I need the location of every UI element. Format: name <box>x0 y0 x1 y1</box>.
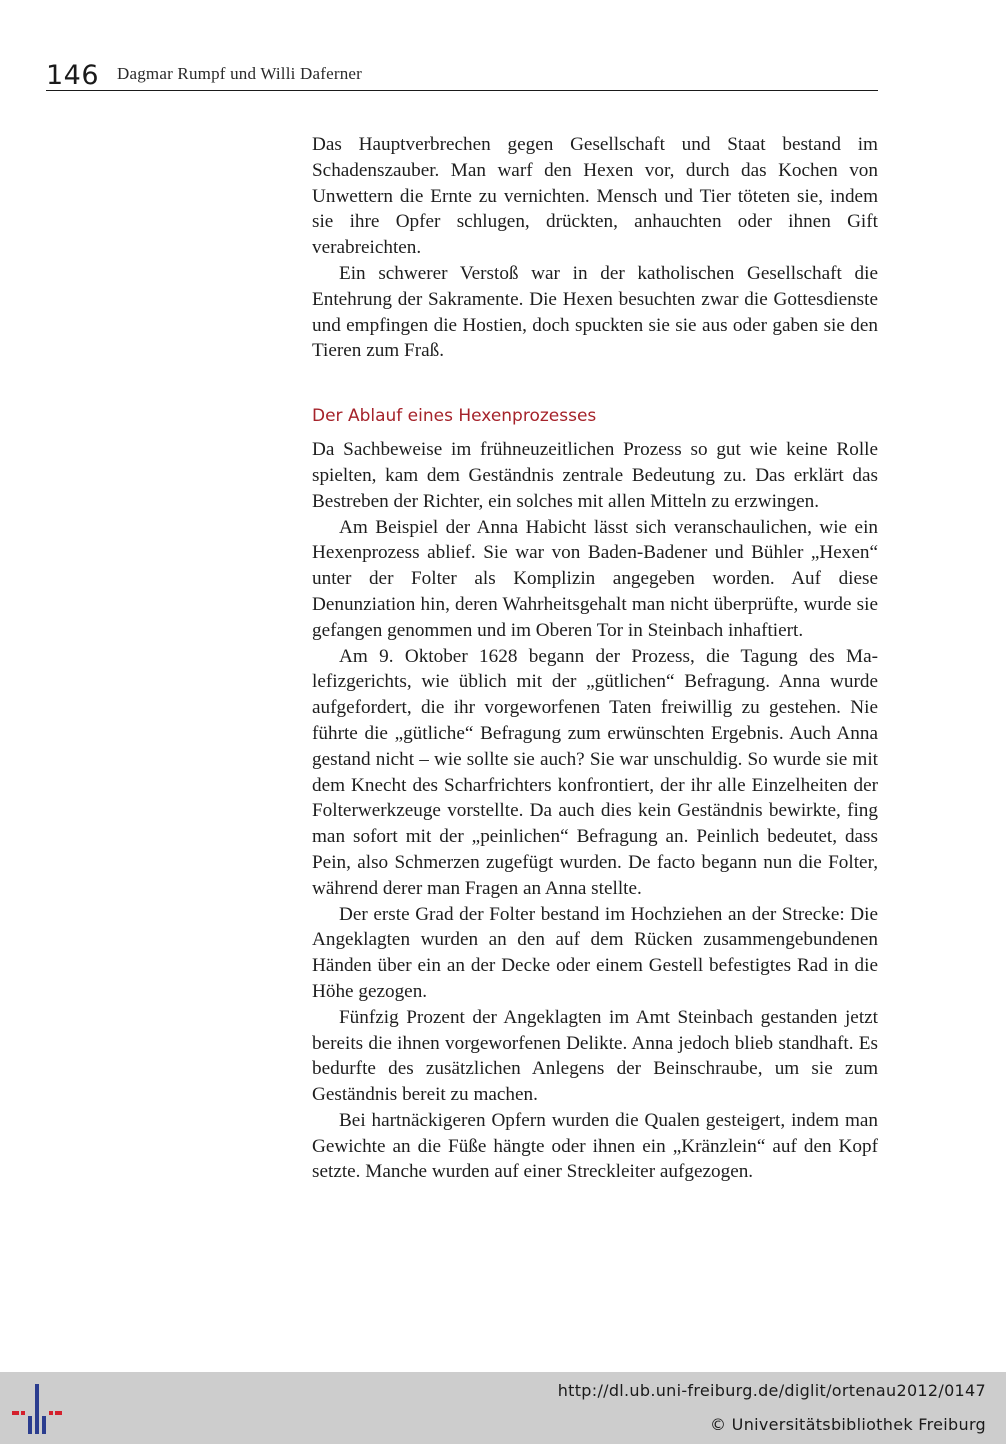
paragraph: Der erste Grad der Folter bestand im Hochziehen an der Strecke: Die Angeklagten wurden an den auf dem Rücken zusammengebundenen Händen über ein an der Decke oder einem Gestell befestigtes Rad in die Höhe gezogen. <box>312 903 878 1002</box>
source-url-link[interactable]: http://dl.ub.uni-freiburg.de/diglit/ortenau2012/0147 <box>557 1381 986 1400</box>
footer-bar <box>0 1372 1006 1444</box>
page-number: 146 <box>46 60 100 91</box>
ub-freiburg-logo-icon <box>12 1384 62 1434</box>
paragraph: Bei hartnäckigeren Opfern wurden die Qualen gesteigert, indem man Gewichte an die Füße hängte oder ihnen ein „Kränzlein“ auf den Kopf setzte. Manche wurden auf einer Streckleiter aufgezogen. <box>312 1109 878 1183</box>
section-heading: Der Ablauf eines Hexenprozesses <box>312 406 597 427</box>
paragraph: Ein schwerer Verstoß war in der katholischen Gesellschaft die Entehrung der Sakramente. Die Hexen besuchten zwar die Gottesdienste und empfingen die Hostien, doch spuckten sie sie aus oder gaben sie den Tieren zum Fraß. <box>312 262 878 362</box>
paragraph: Das Hauptverbrechen gegen Gesellschaft und Staat bestand im Schadenszauber. Man warf den Hexen vor, durch das Kochen von Unwettern die Ernte zu vernichten. Mensch und Tier töteten sie, indem sie ihre Opfer schlugen, drückten, anhauchten oder ihnen Gift verabreichten. <box>312 134 878 259</box>
paragraph: Fünfzig Prozent der Angeklagten im Amt Steinbach gestanden jetzt bereits die ihnen vorgeworfenen Delikte. Anna jedoch blieb standhaft. Es bedurfte des zusätzlichen Anlegens der Beinschraube, um sie zum Geständnis bereit zu machen. <box>312 1006 878 1106</box>
paragraph: Da Sachbeweise im frühneuzeitlichen Prozess so gut wie keine Rolle spielten, kam dem Geständnis zentrale Bedeutung zu. Das erklärt das Bestreben der Richter, ein solches mit allen Mitteln zu erzwingen. <box>312 439 878 512</box>
paragraph: Am 9. Oktober 1628 begann der Prozess, die Tagung des Malefizgerichts, wie üblich mit der „gütlichen“ Befragung. Anna wurde aufgefordert, die ihr vorgeworfenen Taten freiwillig zu gestehen. Nie führte die „gütliche“ Befragung zum erwünschten Ergebnis. Auch Anna gestand nicht – wie sollte sie auch? Sie war unschuldig. So wurde sie mit dem Knecht des Scharfrichters konfrontiert, der ihr alle Einzelheiten der Folterwerkzeuge vorstellte. Da auch dies kein Geständnis bewirkte, fing man sofort mit der „peinlichen“ Befragung an. Peinlich bedeutet, dass Pein, also Schmerzen zugefügt wurden. De facto begann nun die Folter, während derer man Fragen an Anna stellte. <box>312 645 878 899</box>
main-text <box>312 132 878 1185</box>
paragraph: Am Beispiel der Anna Habicht lässt sich veranschaulichen, wie ein Hexenprozess ablief. Sie war von Baden-Badener und Bühler „Hexen“ unter der Folter als Komplizin angegeben worden. Auf diese Denunziation hin, deren Wahrheitsgehalt man nicht überprüfte, wurde sie gefangen genommen und im Oberen Tor in Steinbach inhaftiert. <box>312 516 878 641</box>
page-header <box>46 58 878 91</box>
copyright-text: © Universitätsbibliothek Freiburg <box>710 1415 986 1434</box>
running-head: Dagmar Rumpf und Willi Daferner <box>117 64 363 83</box>
